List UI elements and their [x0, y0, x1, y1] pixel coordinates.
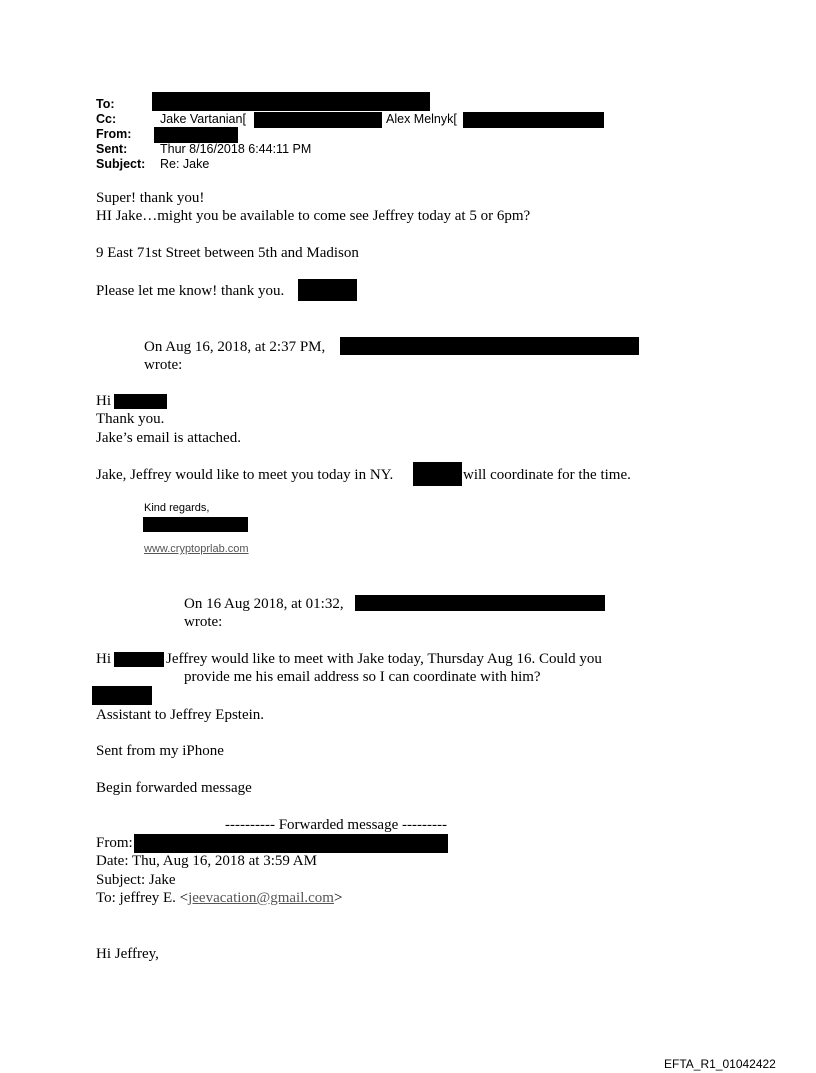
body-line: Please let me know! thank you. [96, 283, 285, 299]
subject-label: Subject: [96, 157, 146, 171]
sent-value: Thur 8/16/2018 6:44:11 PM [160, 142, 312, 156]
cc-label: Cc: [96, 112, 117, 126]
redaction-block [143, 517, 248, 532]
redaction-block [134, 834, 448, 853]
body-line: Jeffrey would like to meet with Jake today, Thursday Aug 16. Could you [166, 651, 602, 667]
greeting: Hi [96, 651, 111, 667]
redaction-block [413, 462, 462, 486]
redaction-block [254, 112, 382, 128]
redaction-block [298, 279, 357, 301]
quote-wrote: wrote: [144, 357, 183, 373]
redaction-block [355, 595, 605, 611]
sent-label: Sent: [96, 142, 128, 156]
body-line: Thank you. [96, 411, 165, 427]
redaction-block [92, 686, 152, 705]
quote-header: On 16 Aug 2018, at 01:32, [184, 596, 344, 612]
body-line: Super! thank you! [96, 190, 205, 206]
quote-header: On Aug 16, 2018, at 2:37 PM, [144, 339, 326, 355]
cc-name-1: Jake Vartanian[ [160, 112, 246, 126]
body-line: Jake’s email is attached. [96, 430, 241, 446]
forward-divider: ---------- Forwarded message --------- [225, 817, 447, 833]
from-label: From: [96, 127, 132, 141]
body-address: 9 East 71st Street between 5th and Madison [96, 245, 359, 261]
greeting: Hi [96, 393, 111, 409]
subject-value: Re: Jake [160, 157, 210, 171]
document-id: EFTA_R1_01042422 [664, 1057, 776, 1071]
to-label: To: [96, 97, 115, 111]
redaction-block [154, 127, 238, 143]
forward-from-label: From: [96, 835, 133, 851]
forward-subject: Subject: Jake [96, 872, 176, 888]
signature-line: Kind regards, [144, 502, 210, 514]
quote-wrote: wrote: [184, 614, 223, 630]
redaction-block [463, 112, 604, 128]
body-line: Sent from my iPhone [96, 743, 224, 759]
website-link[interactable]: www.cryptoprlab.com [144, 543, 249, 555]
forward-greeting: Hi Jeffrey, [96, 946, 159, 962]
email-link[interactable]: jeevacation@gmail.com [188, 890, 334, 906]
redaction-block [114, 652, 164, 667]
body-line: provide me his email address so I can coordinate with him? [184, 669, 541, 685]
cc-name-2: Alex Melnyk[ [386, 112, 457, 126]
forward-date: Date: Thu, Aug 16, 2018 at 3:59 AM [96, 853, 317, 869]
forward-to: To: jeffrey E. <jeevacation@gmail.com> [96, 890, 343, 906]
body-line: will coordinate for the time. [463, 467, 631, 483]
redaction-block [114, 394, 167, 409]
body-line: Begin forwarded message [96, 780, 252, 796]
redaction-block [340, 337, 639, 355]
body-line: HI Jake…might you be available to come see Jeffrey today at 5 or 6pm? [96, 208, 531, 224]
body-line: Assistant to Jeffrey Epstein. [96, 707, 265, 723]
redaction-block [152, 92, 430, 111]
body-line: Jake, Jeffrey would like to meet you today in NY. [96, 467, 394, 483]
